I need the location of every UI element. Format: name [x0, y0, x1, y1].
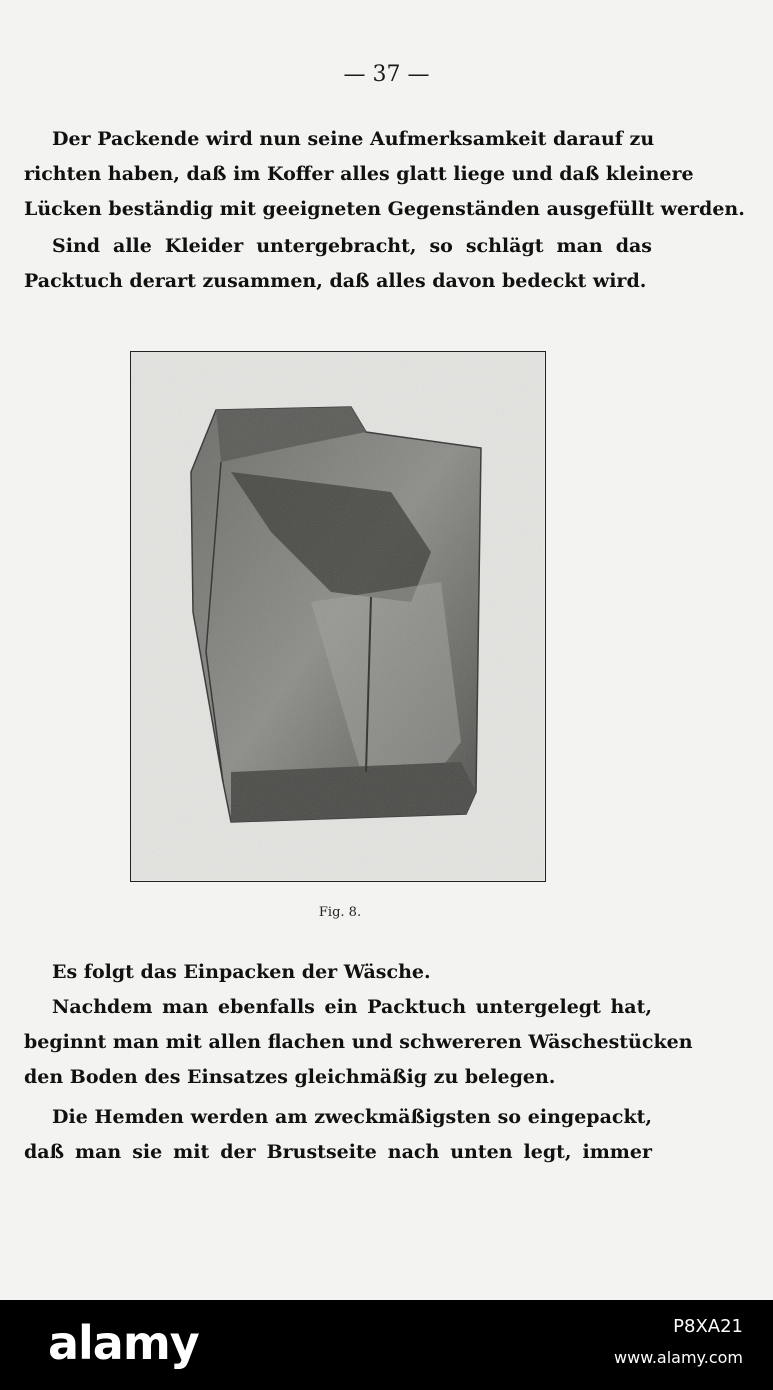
paragraph-2 — [24, 229, 652, 299]
paragraph-3 — [24, 955, 652, 990]
folded-packcloth-illustration — [131, 352, 544, 880]
page-number: — 37 — — [343, 62, 430, 87]
text-line: Packtuch derart zusammen, daß alles davon bedeckt wird. — [24, 270, 647, 292]
text-line: Nachdem man ebenfalls ein Packtuch untergelegt hat, — [52, 996, 652, 1018]
text-line: Lücken beständig mit geeigneten Gegenständen ausgefüllt werden. — [24, 198, 745, 220]
text-line: Sind alle Kleider untergebracht, so schlägt man das — [52, 235, 652, 257]
text-line: richten haben, daß im Koffer alles glatt liege und daß kleinere — [24, 163, 694, 185]
paragraph-4 — [24, 990, 693, 1095]
text-line: Die Hemden werden am zweckmäßigsten so eingepackt, — [52, 1106, 652, 1128]
figure-caption: Fig. 8. — [318, 905, 362, 920]
text-line: Es folgt das Einpacken der Wäsche. — [52, 961, 431, 983]
text-line: daß man sie mit der Brustseite nach unten legt, immer — [24, 1141, 652, 1163]
text-line: Der Packende wird nun seine Aufmerksamkeit darauf zu — [52, 128, 655, 150]
alamy-logo: alamy — [48, 1316, 199, 1370]
paragraph-5 — [24, 1100, 652, 1170]
figure-photo — [130, 351, 546, 882]
site-url: www.alamy.com — [614, 1348, 743, 1367]
image-id: P8XA21 — [673, 1316, 743, 1337]
paragraph-1 — [24, 122, 745, 227]
text-line: den Boden des Einsatzes gleichmäßig zu belegen. — [24, 1066, 556, 1088]
text-line: beginnt man mit allen flachen und schwereren Wäschestücken — [24, 1031, 693, 1053]
